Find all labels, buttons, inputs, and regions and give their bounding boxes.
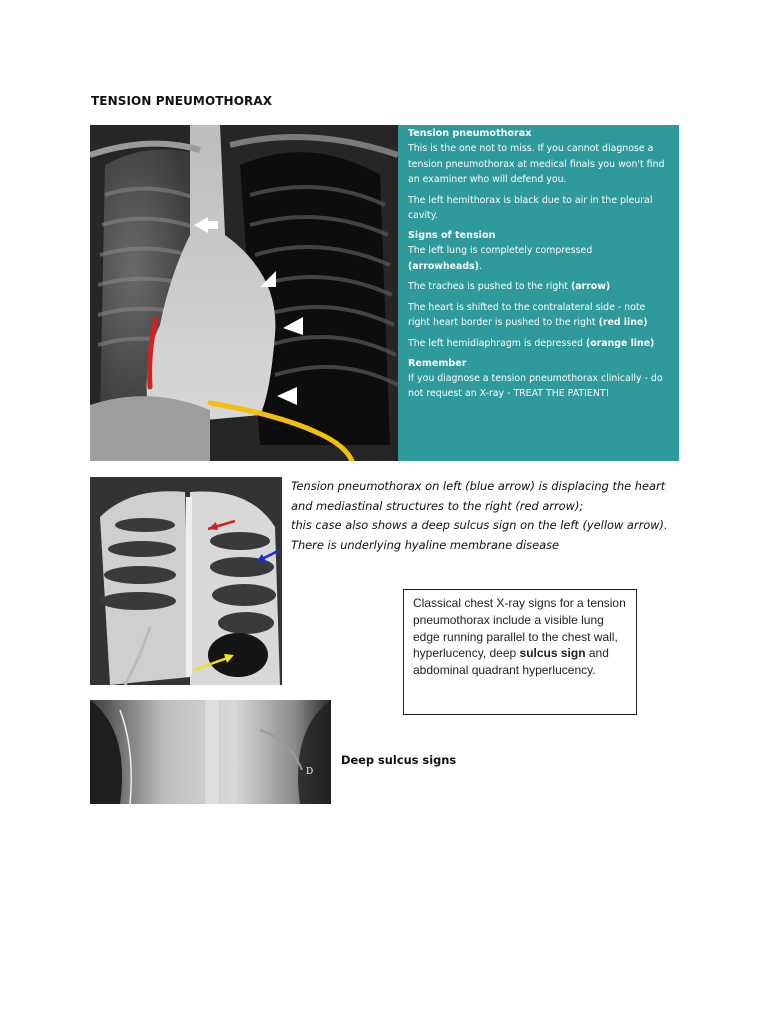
panel-heading-tension: Tension pneumothorax [408,128,532,139]
image-letter-d: D [306,767,314,777]
chest-xray-adult-image [90,125,398,461]
page-title: TENSION PNEUMOTHORAX [91,94,273,108]
deep-sulcus-caption: Deep sulcus signs [341,753,457,767]
panel-intro-text: This is the one not to miss. If you cannot diagnose a tension pneumothorax at medical finals you won't find an examiner who will defend you. [408,143,665,186]
classical-signs-box: Classical chest X-ray signs for a tension pneumothorax include a visible lung edge running parallel to the chest wall, hyperlucency, deep sulcus sign and abdominal quadrant hyperlucency. [403,589,637,715]
caption-line: Tension pneumothorax on left (blue arrow) is displacing the heart [291,479,666,493]
figure2-caption [291,477,691,556]
chest-xray-neonate-image [90,477,282,685]
panel-heading-signs: Signs of tension [408,229,496,241]
panel-sign-lung: The left lung is completely compressed (arrowheads). [408,244,593,272]
caption-line: this case also shows a deep sulcus sign on the left (yellow arrow). [291,518,668,533]
caption-line: There is underlying hyaline membrane disease [291,538,560,553]
panel-sign-trachea: The trachea is pushed to the right (arrow) [408,281,611,293]
panel-hemithorax-text: The left hemithorax is black due to air in the pleural cavity. [408,194,653,222]
panel-heading-remember: Remember [408,357,467,369]
panel-sign-heart: The heart is shifted to the contralateral side - note right heart border is pushed to the right (red line) [408,301,648,329]
panel-sign-diaphragm: The left hemidiaphragm is depressed (orange line) [408,337,655,349]
deep-sulcus-xray-image [90,700,331,804]
teal-info-panel [398,125,679,461]
caption-line: and mediastinal structures to the right (red arrow); [291,498,584,513]
panel-remember-text: If you diagnose a tension pneumothorax clinically - do not request an X-ray - TREAT THE PATIENT! [408,372,663,400]
